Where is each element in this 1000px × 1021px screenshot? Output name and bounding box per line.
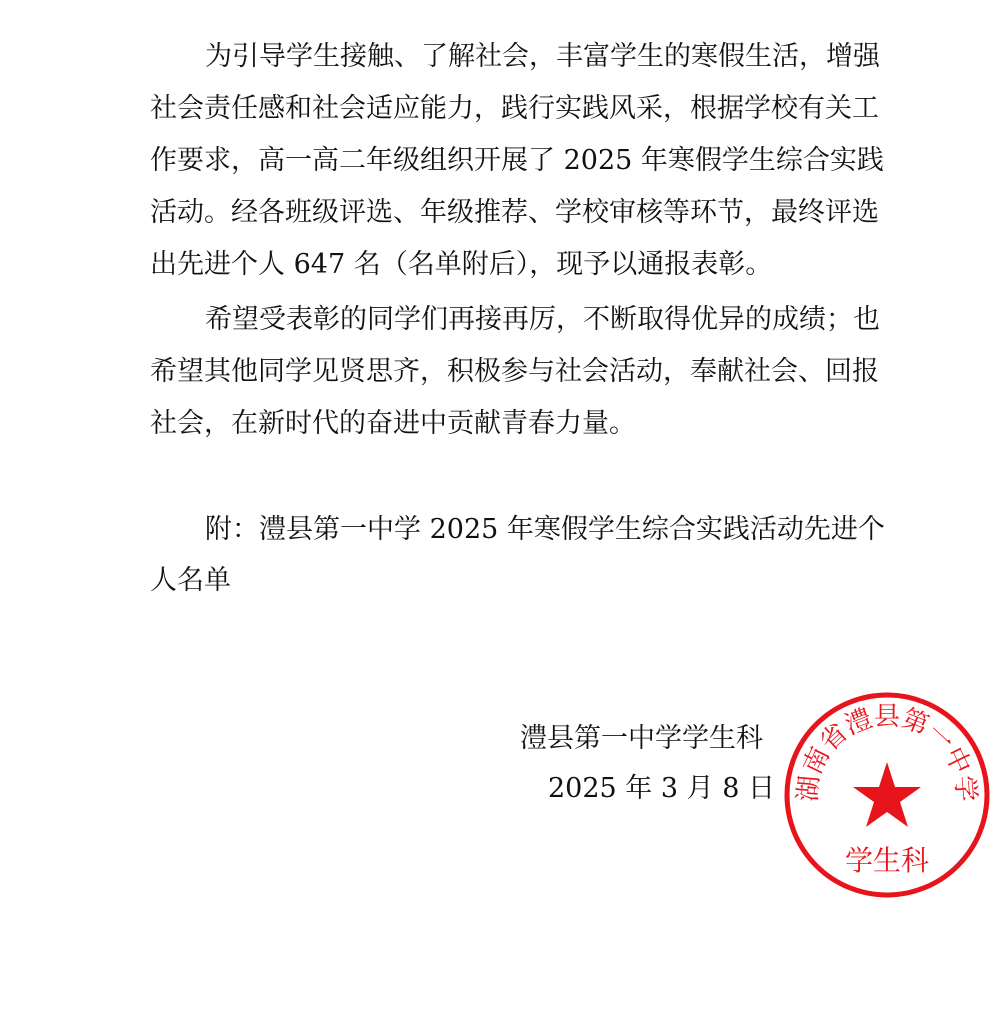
official-seal xyxy=(782,690,992,900)
paragraph1-line: 出先进个人 647 名（名单附后），现予以通报表彰。 xyxy=(150,249,773,280)
paragraph2-line: 社会，在新时代的奋进中贡献青春力量。 xyxy=(150,408,636,439)
issue-date: 2025 年 3 月 8 日 xyxy=(548,773,775,804)
seal-ring-text: 湖南省澧县第一中学 xyxy=(793,702,981,803)
issuer-signature: 澧县第一中学学生科 xyxy=(520,723,763,754)
paragraph1-line: 社会责任感和社会适应能力，践行实践风采，根据学校有关工 xyxy=(150,93,879,124)
paragraph1-line: 作要求，高一高二年级组织开展了 2025 年寒假学生综合实践 xyxy=(150,145,884,176)
attachment-line: 人名单 xyxy=(150,565,231,596)
seal-center-text: 学生科 xyxy=(844,844,930,877)
paragraph1-line: 活动。经各班级评选、年级推荐、学校审核等环节，最终评选 xyxy=(150,197,879,228)
attachment-line: 附：澧县第一中学 2025 年寒假学生综合实践活动先进个 xyxy=(205,514,885,545)
paragraph2-line: 希望受表彰的同学们再接再厉，不断取得优异的成绩；也 xyxy=(205,304,880,335)
paragraph2-line: 希望其他同学见贤思齐，积极参与社会活动，奉献社会、回报 xyxy=(150,356,879,387)
paragraph1-line: 为引导学生接触、了解社会，丰富学生的寒假生活，增强 xyxy=(205,41,880,72)
star-icon xyxy=(853,762,921,827)
